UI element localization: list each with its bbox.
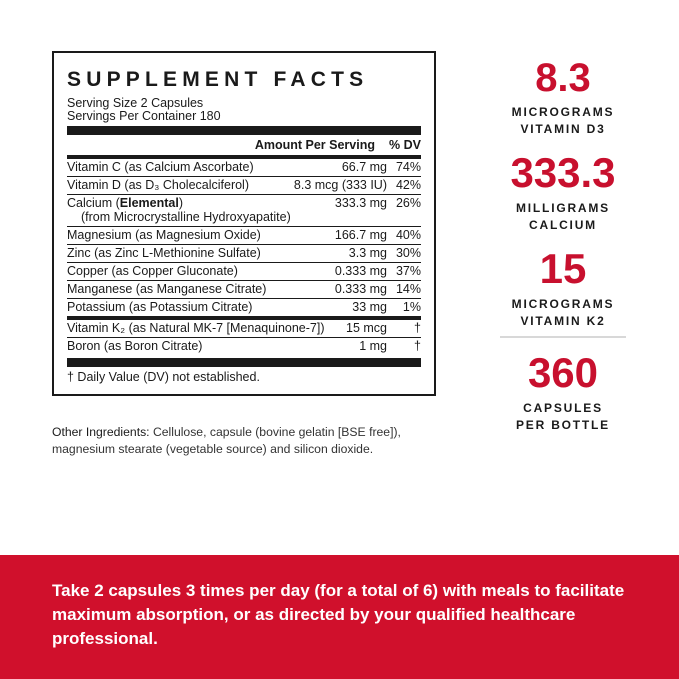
stats-column	[494, 58, 632, 434]
nutrient-amount: 0.333 mg	[334, 264, 387, 278]
nutrient-name: Potassium (as Potassium Citrate)	[67, 300, 253, 314]
nutrient-row	[67, 337, 421, 355]
nutrient-row	[67, 320, 421, 337]
stat-label-line2: CALCIUM	[529, 218, 597, 232]
stat-label-line2: VITAMIN K2	[520, 314, 606, 328]
nutrient-amount: 15 mcg	[346, 321, 387, 335]
serving-size: Serving Size 2 Capsules	[67, 96, 204, 110]
nutrient-source: (from Microcrystalline Hydroxyapatite)	[81, 210, 291, 224]
supplement-facts-panel	[52, 51, 436, 396]
nutrient-dv: 1%	[402, 300, 421, 314]
header-amount: Amount Per Serving	[254, 138, 375, 152]
other-ingredients-text: Cellulose, capsule (bovine gelatin [BSE free]), magnesium stearate (vegetable source) and silicon dioxide.	[52, 425, 401, 456]
nutrient-row	[67, 298, 421, 316]
other-ingredients	[52, 424, 442, 458]
nutrient-row	[67, 194, 421, 226]
other-ingredients-label: Other Ingredients:	[52, 425, 150, 439]
nutrient-name: Manganese (as Manganese Citrate)	[67, 282, 267, 296]
nutrient-name: Calcium (Elemental) (from Microcrystalline Hydroxyapatite)	[67, 196, 331, 224]
servings-per-container: Servings Per Container 180	[67, 109, 221, 123]
nutrient-dv: 26%	[395, 196, 421, 210]
nutrient-dv: 42%	[395, 178, 421, 192]
facts-header-row	[67, 135, 421, 155]
stat-value: 8.3	[535, 56, 591, 100]
stat-vitamin-d3	[494, 58, 632, 138]
nutrient-dv: 40%	[395, 228, 421, 242]
nutrient-amount: 0.333 mg	[334, 282, 387, 296]
nutrient-dv: 30%	[395, 246, 421, 260]
nutrient-name: Boron (as Boron Citrate)	[67, 339, 203, 353]
stat-label-line1: CAPSULES	[523, 401, 603, 415]
nutrient-row	[67, 244, 421, 262]
stat-value: 15	[539, 245, 587, 292]
nutrient-name: Vitamin C (as Calcium Ascorbate)	[67, 160, 254, 174]
nutrient-row	[67, 226, 421, 244]
stat-capsules	[494, 349, 632, 434]
stats-divider	[500, 336, 626, 338]
nutrient-row	[67, 280, 421, 298]
nutrient-name-bold: Elemental	[119, 196, 179, 210]
thick-divider	[67, 126, 421, 135]
nutrient-name: Vitamin K₂ (as Natural MK-7 [Menaquinone-7])	[67, 321, 325, 335]
nutrient-name: Zinc (as Zinc L-Methionine Sulfate)	[67, 246, 261, 260]
stat-value: 360	[527, 349, 599, 396]
nutrient-amount: 333.3 mg	[334, 196, 387, 210]
nutrient-name: Magnesium (as Magnesium Oxide)	[67, 228, 261, 242]
nutrient-amount: 8.3 mcg (333 IU)	[293, 178, 387, 192]
stat-label-line2: VITAMIN D3	[520, 122, 606, 136]
nutrient-amount: 1 mg	[359, 339, 387, 353]
nutrient-amount: 33 mg	[352, 300, 387, 314]
nutrient-row	[67, 159, 421, 176]
thick-divider	[67, 358, 421, 367]
nutrient-name: Copper (as Copper Gluconate)	[67, 264, 238, 278]
header-dv: % DV	[389, 138, 421, 152]
directions-banner	[0, 555, 679, 679]
stat-label-line1: MICROGRAMS	[511, 297, 615, 311]
stat-calcium	[494, 149, 632, 234]
nutrient-amount: 166.7 mg	[334, 228, 387, 242]
nutrient-row	[67, 176, 421, 194]
stat-label-line2: PER BOTTLE	[515, 418, 610, 432]
stat-label-line1: MICROGRAMS	[511, 105, 615, 119]
nutrient-row	[67, 262, 421, 280]
nutrient-dv: 74%	[395, 160, 421, 174]
nutrient-dv: †	[414, 339, 421, 353]
nutrient-dv: †	[414, 321, 421, 335]
stat-value: 333.3	[510, 149, 616, 196]
nutrient-dv: 14%	[395, 282, 421, 296]
dv-footnote: † Daily Value (DV) not established.	[67, 370, 260, 384]
nutrient-dv: 37%	[395, 264, 421, 278]
nutrient-amount: 66.7 mg	[341, 160, 387, 174]
nutrient-name: Vitamin D (as D₃ Cholecalciferol)	[67, 178, 250, 192]
directions-text: Take 2 capsules 3 times per day (for a total of 6) with meals to facilitate maximum absorption, or as directed by your qualified healthcare professional.	[52, 581, 625, 648]
nutrient-amount: 3.3 mg	[348, 246, 387, 260]
stat-vitamin-k2	[494, 245, 632, 330]
stat-label-line1: MILLIGRAMS	[516, 201, 610, 215]
facts-title: SUPPLEMENT FACTS	[67, 68, 369, 91]
